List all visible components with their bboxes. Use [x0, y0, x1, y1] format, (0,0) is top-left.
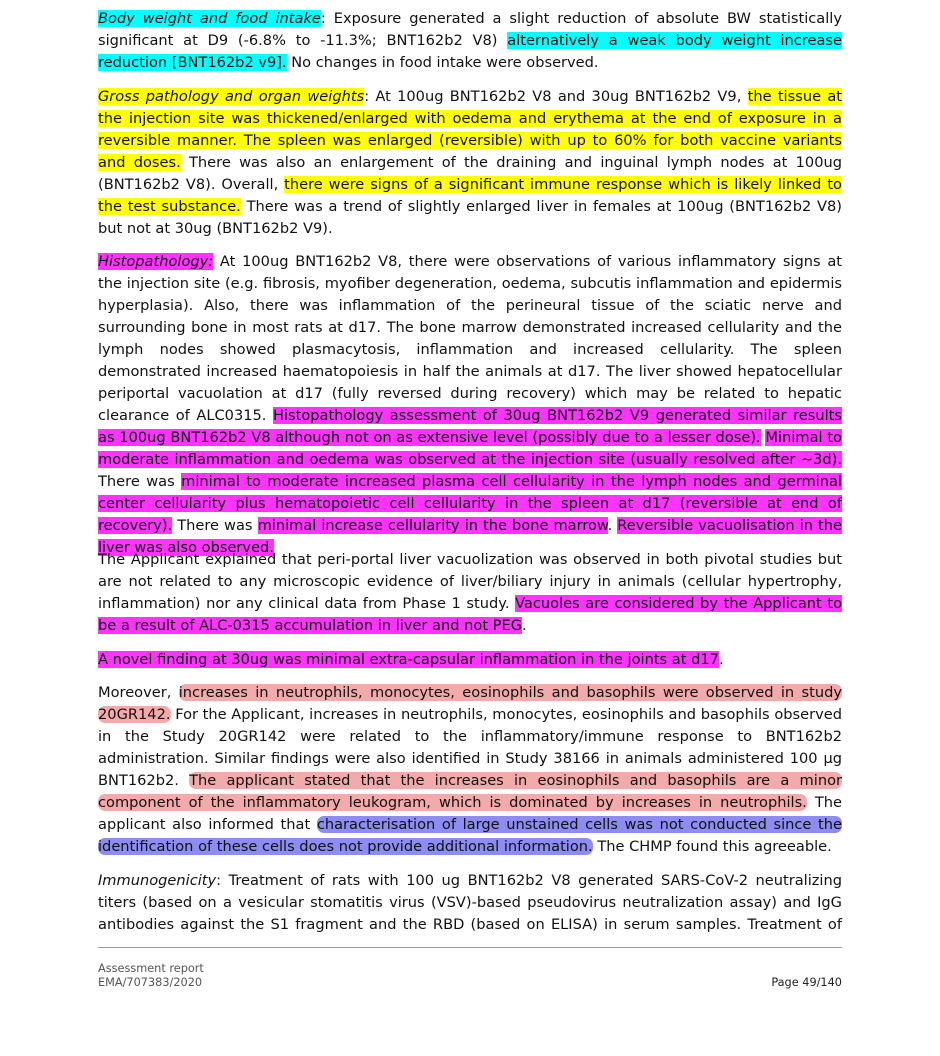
footer-page-number: Page 49/140 [771, 976, 842, 989]
highlight-magenta: minimal to moderate increased plasma cell cellularity in the lymph nodes and germinal center cellularity plus hematopoietic cell cellularity in the spleen at d17 (reversible at end of recovery). [98, 473, 842, 534]
text: Moreover, [98, 684, 179, 701]
highlight-magenta: Reversible vacuolisation in the liver was also observed. [98, 517, 842, 556]
text: : At 100ug BNT162b2 V8 and 30ug BNT162b2 V9, [364, 88, 748, 105]
heading-body-weight: Body weight and food intake [98, 10, 321, 27]
footer-reference: EMA/707383/2020 [98, 976, 203, 989]
highlight-magenta: A novel finding at 30ug was minimal extra-capsular inflammation in the joints at d17 [98, 651, 719, 668]
highlight-yellow: there were signs of a significant immune response which is likely linked to the test substance. [98, 176, 842, 215]
highlight-magenta: Histopathology assessment of 30ug BNT162b2 V9 generated similar results as 100ug BNT162b2 V8 although not on as extensive level (possibly due to a lesser dose). [98, 407, 842, 446]
highlight-cyan: alternatively a weak body weight increase reduction [BNT162b2 v9]. [98, 32, 842, 71]
paragraph-liver-vacuolization [98, 549, 842, 637]
text: : Exposure generated a slight reduction of absolute BW statistically significant at D9 (-6.8% to -11.3%; BNT162b2 V8) [98, 10, 842, 49]
text: The applicant also informed that [98, 794, 842, 833]
heading-gross-pathology: Gross pathology and organ weights [98, 88, 365, 105]
highlight-magenta: minimal increase cellularity in the bone marrow [257, 517, 608, 534]
highlight-blue: characterisation of large unstained cells was not conducted since the identification of these cells does not provide additional information. [98, 816, 843, 855]
text: : Treatment of rats with 100 ug BNT162b2 V8 generated SARS-CoV-2 neutralizing titers (based on a vesicular stomatitis virus (VSV)-based pseudovirus neutralization assay) and IgG antibodies against the S1 fragment and the RBD (based on ELISA) in serum samples. Treatment of [98, 872, 842, 933]
highlight-magenta: Minimal to moderate inflammation and oedema was observed at the injection site (usually resolved after ~3d). [98, 429, 842, 468]
paragraph-blood-cells [98, 682, 842, 858]
paragraph-body-weight [98, 8, 842, 74]
heading-immunogenicity: Immunogenicity [98, 872, 217, 889]
text: At 100ug BNT162b2 V8, there were observations of various inflammatory signs at the injection site (e.g. fibrosis, myofiber degeneration, oedema, subcutis inflammation and epidermis hyperplasia). Also, there was inflammation of the perineural tissue of the sciatic nerve and surrounding bone in most rats at d17. The bone marrow demonstrated increased cellularity and the lymph nodes showed plasmacytosis, inflammation and increased cellularity. The spleen demonstrated increased haematopoiesis in half the animals at d17. The liver showed hepatocellular periportal vacuolation at d17 (fully reversed during recovery) which may be related to hepatic clearance of ALC0315. [98, 253, 842, 424]
text: . [607, 517, 618, 534]
paragraph-histopathology [98, 251, 842, 559]
text: The CHMP found this agreeable. [592, 838, 832, 855]
footer-divider [98, 947, 842, 948]
text: The Applicant explained that peri-portal liver vacuolization was observed in both pivotal studies but are not related to any microscopic evidence of liver/biliary injury in animals (cellular hypertrophy, inflammation) nor any clinical data from Phase 1 study. [98, 551, 842, 612]
text: For the Applicant, increases in neutrophils, monocytes, eosinophils and basophils observed in the Study 20GR142 were related to the inflammatory/immune response to BNT162b2 administration. Similar findings were also identified in Study 38166 in animals administered 100 µg BNT162b2. [98, 706, 842, 789]
paragraph-gross-pathology [98, 86, 842, 240]
highlight-yellow: the tissue at the injection site was thickened/enlarged with oedema and erythema at the end of exposure in a reversible manner. The spleen was enlarged (reversible) with up to 60% for both vaccine variants and doses. [98, 88, 842, 171]
highlight-pink: increases in neutrophils, monocytes, eosinophils and basophils were observed in study 20GR142. [98, 684, 843, 723]
highlight-magenta: Vacuoles are considered by the Applicant to be a result of ALC-0315 accumulation in liver and not PEG [98, 595, 843, 634]
text: . [718, 651, 724, 668]
footer-report-label: Assessment report [98, 962, 204, 975]
text: No changes in food intake were observed. [286, 54, 599, 71]
text: There was [98, 473, 182, 490]
paragraph-novel-finding [98, 649, 842, 671]
text: There was also an enlargement of the draining and inguinal lymph nodes at 100ug (BNT162b2 V8). Overall, [98, 154, 842, 193]
text: There was [172, 517, 258, 534]
paragraph-immunogenicity [98, 870, 842, 936]
text: . [522, 617, 527, 634]
highlight-pink: The applicant stated that the increases in eosinophils and basophils are a minor component of the inflammatory leukogram, which is dominated by increases in neutrophils. [98, 772, 842, 811]
text: There was a trend of slightly enlarged liver in females at 100ug (BNT162b2 V8) but not at 30ug (BNT162b2 V9). [98, 198, 842, 237]
heading-histopathology: Histopathology: [98, 253, 214, 270]
